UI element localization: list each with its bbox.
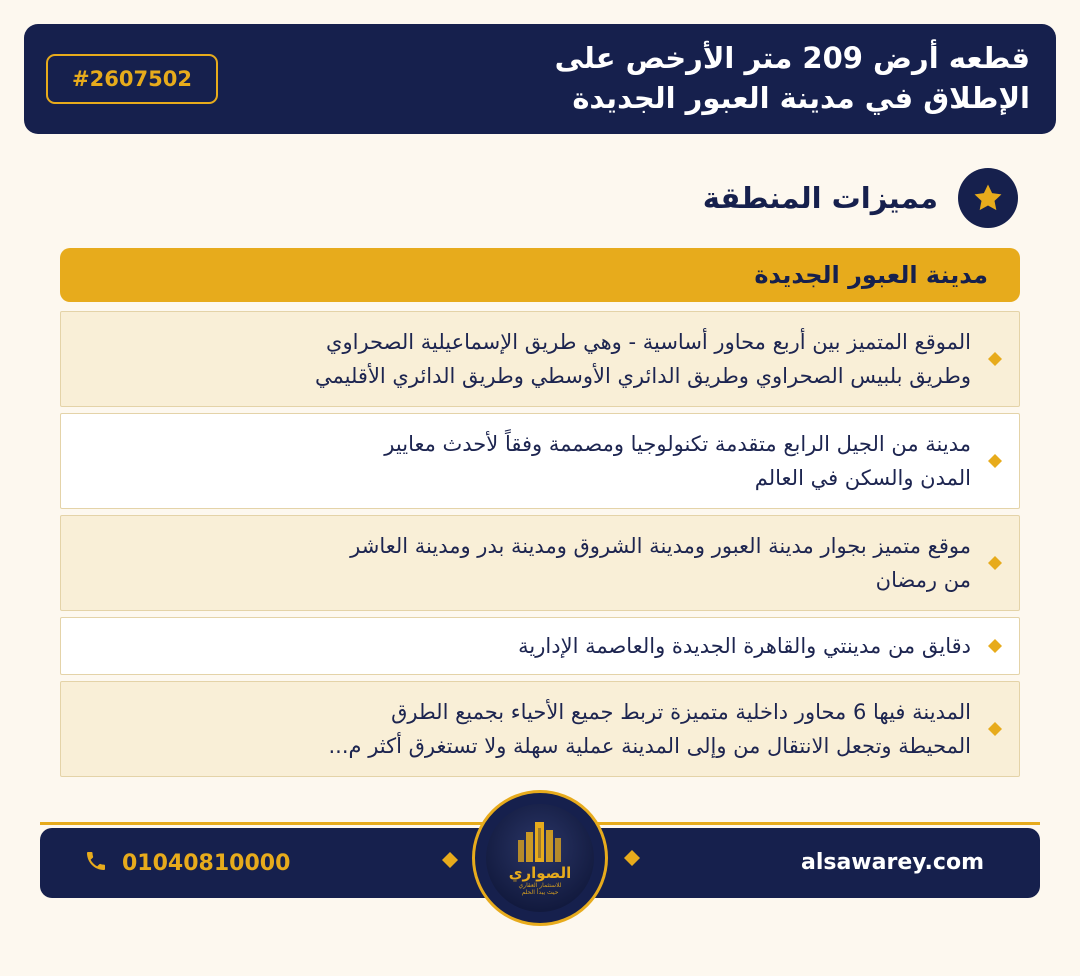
feature-row: [60, 515, 1020, 611]
diamond-bullet-icon: [971, 556, 1019, 570]
diamond-bullet-icon: [971, 722, 1019, 736]
diamond-ornament-icon: [624, 850, 640, 870]
section-title: مميزات المنطقة: [702, 181, 938, 215]
diamond-ornament-icon: [442, 852, 458, 872]
phone-contact[interactable]: [84, 828, 290, 898]
section-heading: [703, 168, 1018, 228]
brand-logo: [472, 790, 608, 926]
diamond-bullet-icon: [971, 639, 1019, 653]
feature-text: موقع متميز بجوار مدينة العبور ومدينة الشروق ومدينة بدر ومدينة العاشر من رمضان: [350, 534, 971, 592]
phone-number: 01040810000: [122, 850, 291, 876]
logo-tagline: للاستثمار العقاري: [518, 882, 562, 889]
feature-row: [60, 311, 1020, 407]
website-link[interactable]: alsawarey.com: [800, 850, 984, 875]
feature-text: مدينة من الجيل الرابع متقدمة تكنولوجيا ومصممة وفقاً لأحدث معايير المدن والسكن في العالم: [384, 432, 971, 490]
star-icon: [958, 168, 1018, 228]
logo-emblem: [486, 804, 594, 912]
logo-name: الصواري: [508, 864, 572, 882]
listing-code-badge: #2607502: [46, 54, 218, 104]
feature-text: الموقع المتميز بين أربع محاور أساسية - وهي طريق الإسماعيلية الصحراوي وطريق بلبيس الصحراوي وطريق الدائري الأوسطي وطريق الدائري الأقليمي: [314, 330, 971, 388]
buildings-icon: [514, 820, 566, 862]
feature-row: [60, 681, 1020, 777]
diamond-bullet-icon: [971, 454, 1019, 468]
phone-icon: [84, 849, 108, 877]
city-title-bar: [60, 248, 1020, 302]
logo-slogan: حيث يبدأ الحلم: [521, 889, 559, 896]
feature-text: المدينة فيها 6 محاور داخلية متميزة تربط جميع الأحياء بجميع الطرق المحيطة وتجعل الانتقال من وإلى المدينة عملية سهلة ولا تستغرق أكثر م...: [328, 700, 971, 758]
diamond-bullet-icon: [971, 352, 1019, 366]
page-title: قطعه أرض 209 متر الأرخص على الإطلاق في مدينة العبور الجديدة: [554, 41, 1030, 115]
header-banner: [24, 24, 1056, 134]
feature-text: دقايق من مدينتي والقاهرة الجديدة والعاصمة الإدارية: [518, 634, 971, 658]
city-title: مدينة العبور الجديدة: [754, 261, 988, 289]
feature-row: [60, 413, 1020, 509]
feature-row: [60, 617, 1020, 675]
